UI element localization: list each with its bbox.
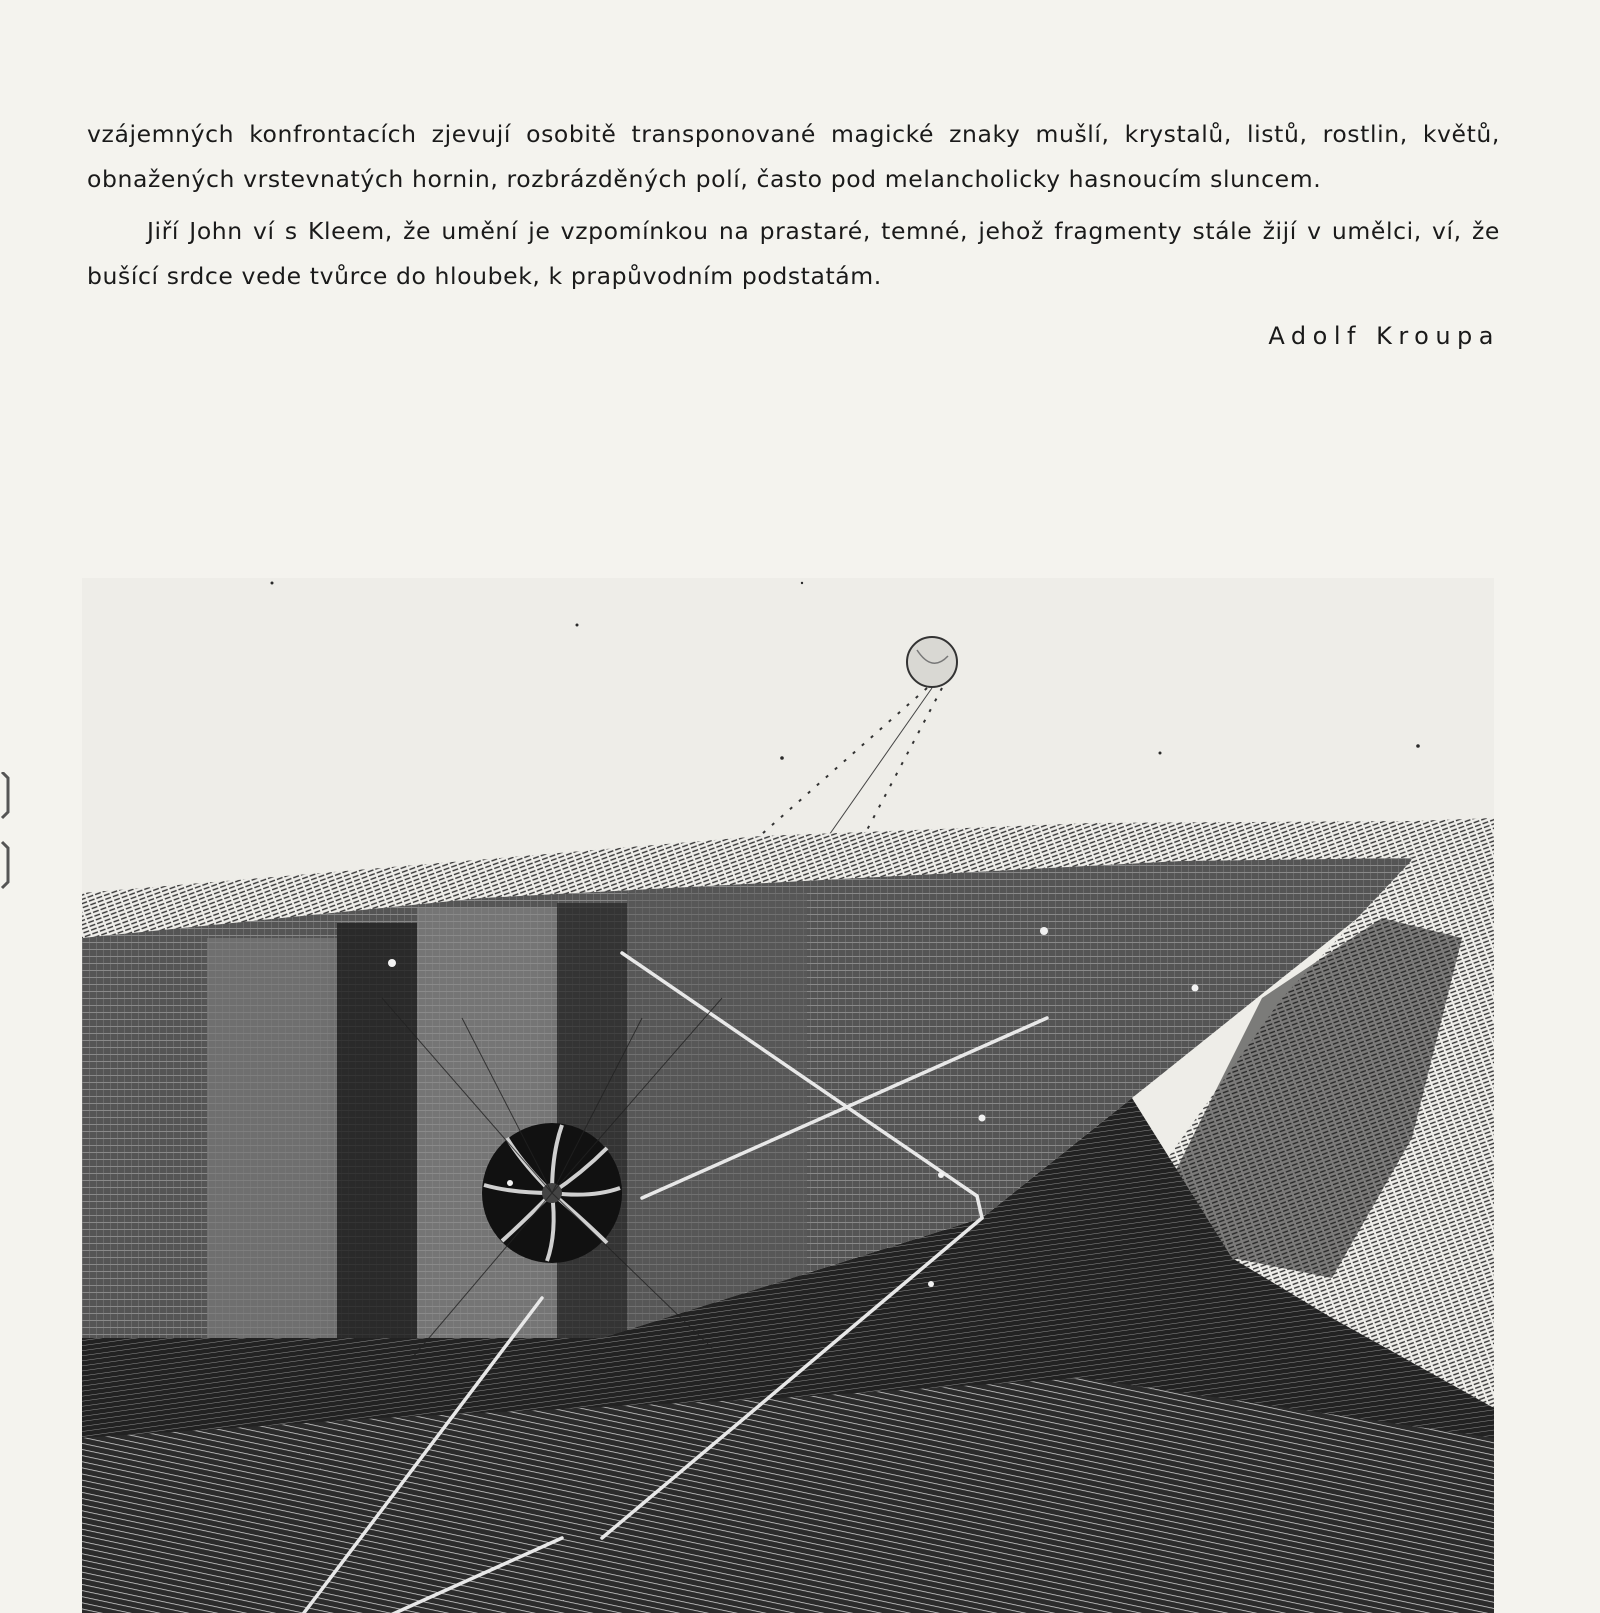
paragraph: vzájemných konfrontacích zjevují osobitě transponované magické znaky mušlí, krystalů, listů, rostlin, květů, obnažených vrstevnatých hornin, rozbrázděných polí, často pod melancholicky hasnoucím sluncem. — [87, 120, 1500, 193]
sun-circle — [907, 637, 957, 687]
author-signature: Adolf Kroupa — [1268, 322, 1500, 350]
article-text — [87, 112, 1500, 299]
binding-staple — [0, 772, 14, 892]
paragraph: Jiří John ví s Kleem, že umění je vzpomínkou na prastaré, temné, jehož fragmenty stále žijí v umělci, ví, že bušící srdce vede tvůrce do hloubek, k prapůvodním podstatám. — [87, 217, 1500, 290]
artwork-engraving — [82, 578, 1494, 1613]
